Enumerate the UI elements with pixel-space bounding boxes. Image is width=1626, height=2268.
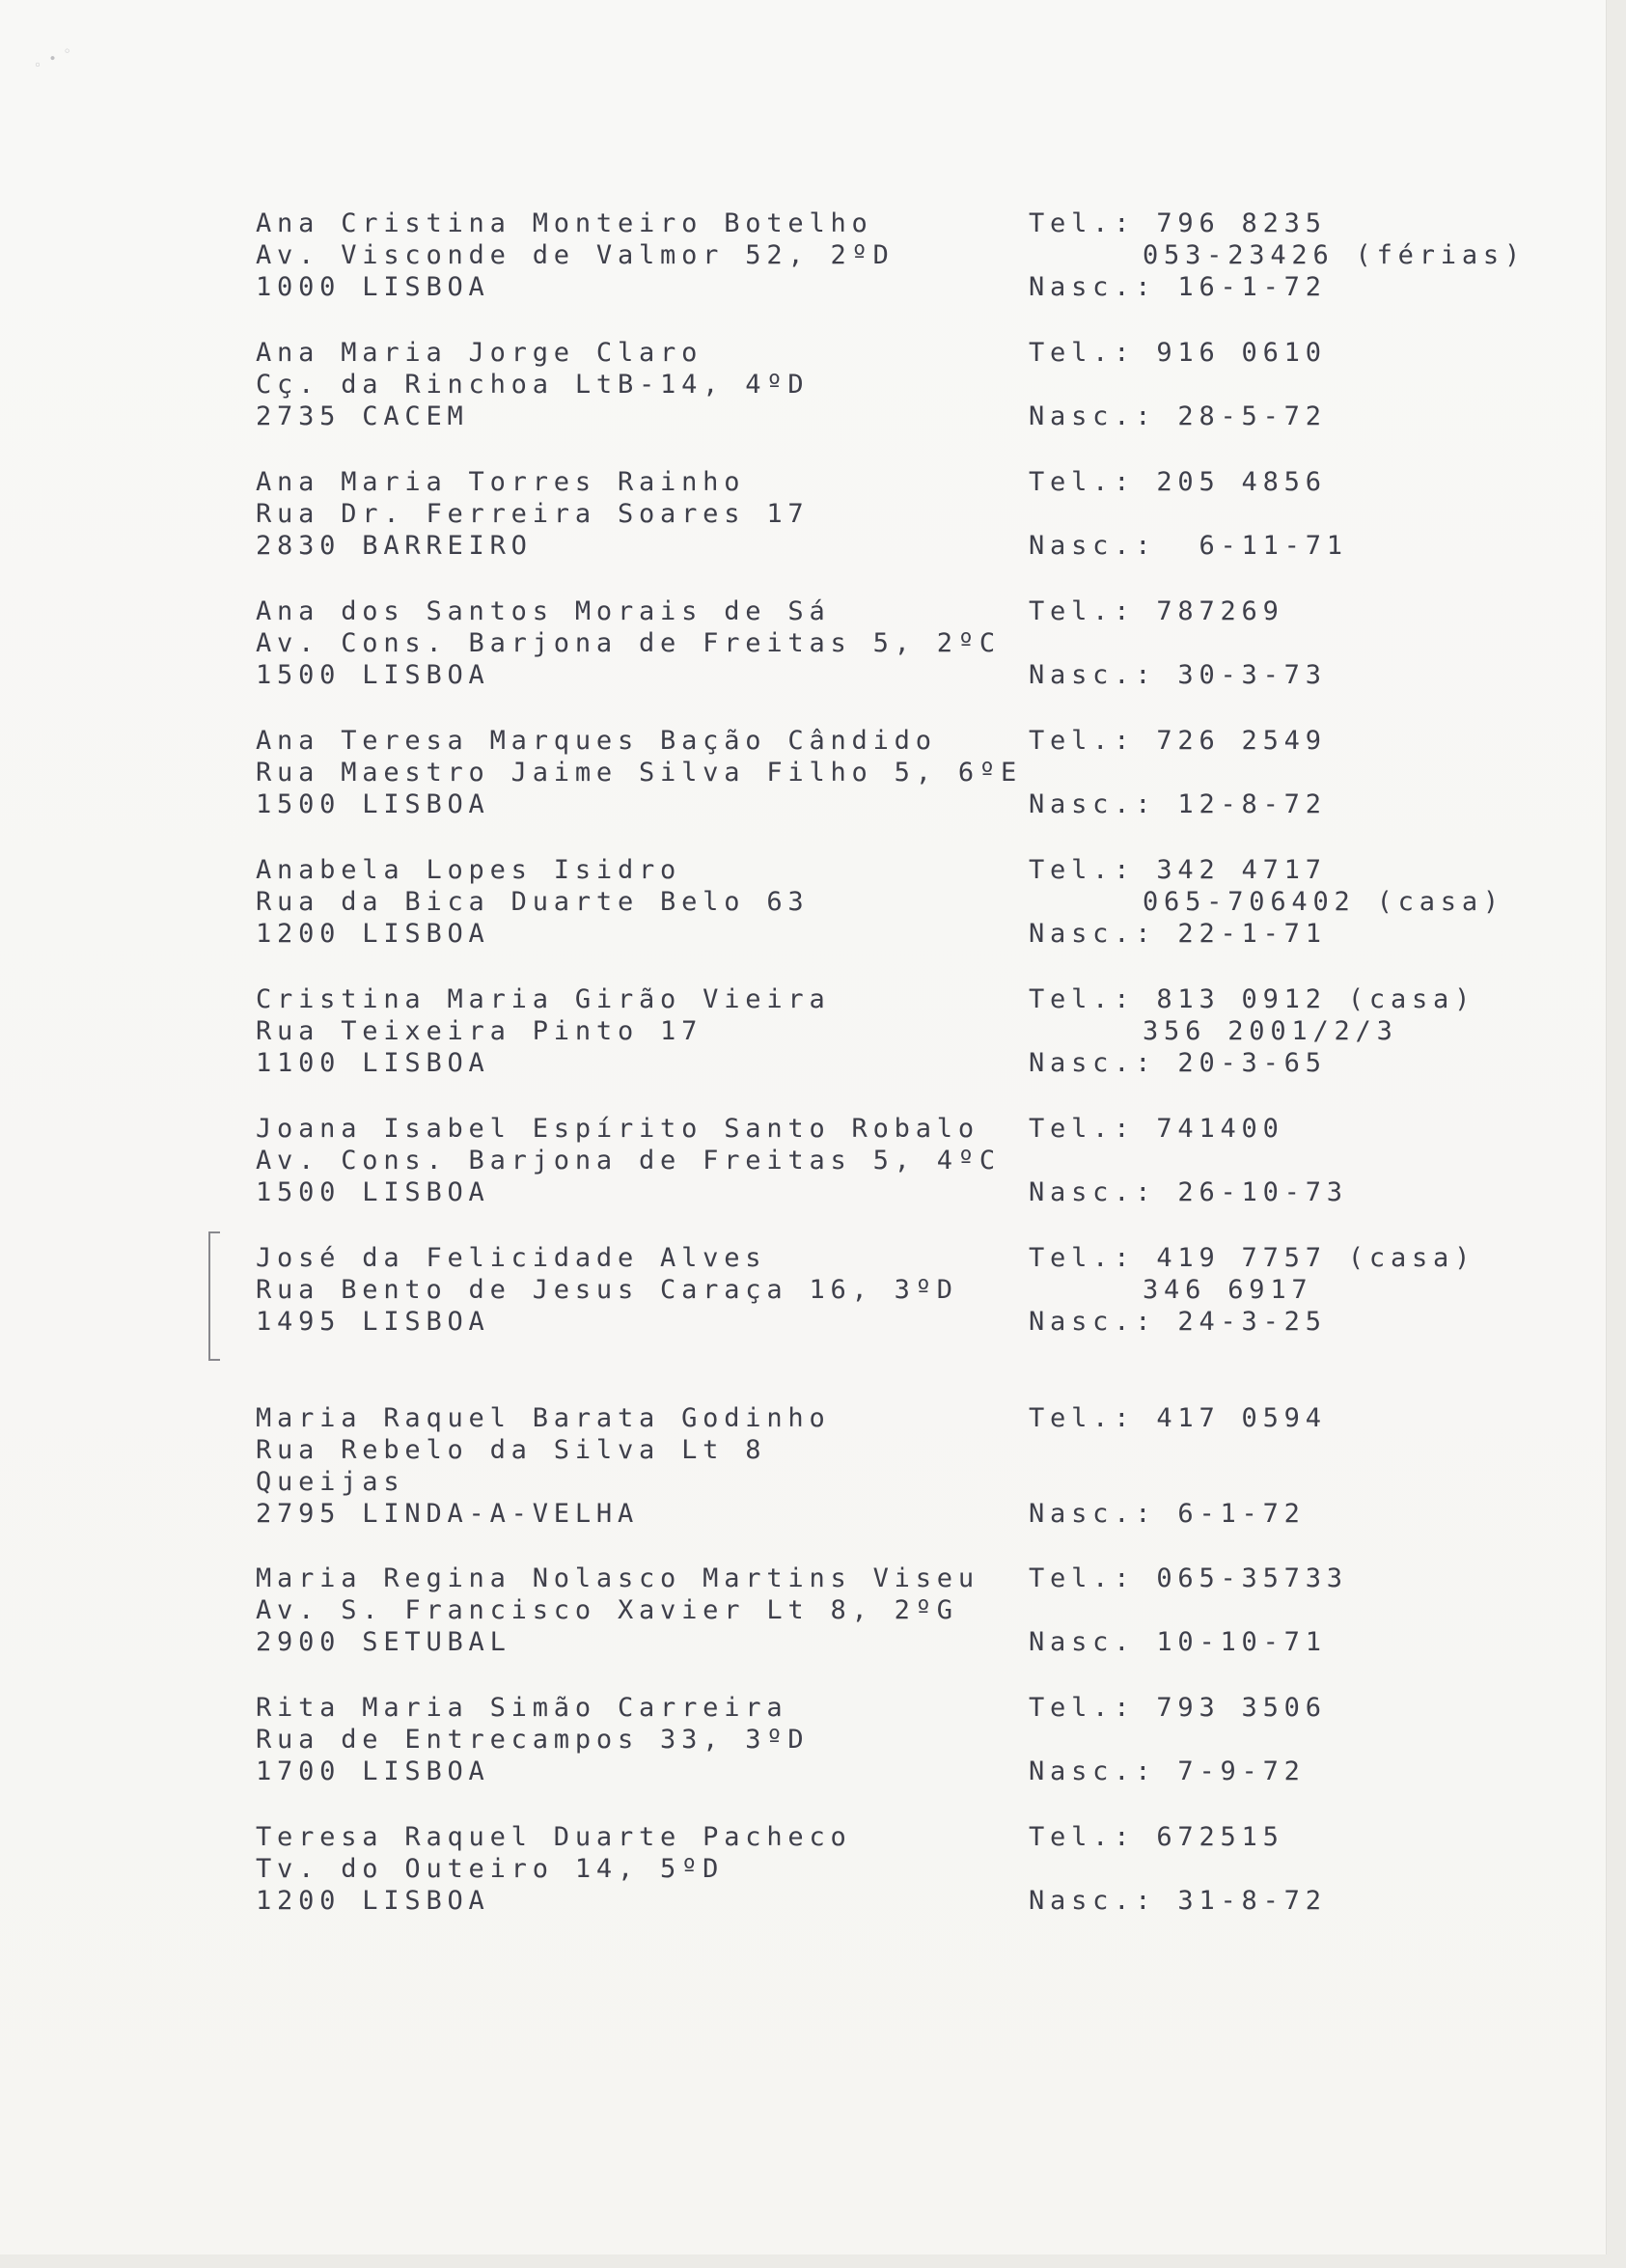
entry-tel: Tel.: 672515	[1029, 1822, 1284, 1852]
entry-name: Anabela Lopes Isidro	[256, 855, 682, 885]
pencil-mark: ◦ ∙ ◦	[31, 42, 75, 75]
entry-birthdate: Nasc.: 6-1-72	[1029, 1499, 1306, 1529]
entry-tel: Tel.: 342 4717	[1029, 855, 1327, 885]
entry-address: Rua Rebelo da Silva Lt 8	[256, 1435, 767, 1465]
entry-city: 1200 LISBOA	[256, 919, 490, 949]
entry-address-line2: Queijas	[256, 1467, 405, 1497]
entry-address: Rua da Bica Duarte Belo 63	[256, 887, 810, 917]
entry-city: 1700 LISBOA	[256, 1756, 490, 1786]
entry-address: Av. S. Francisco Xavier Lt 8, 2ºG	[256, 1595, 958, 1625]
entry-birthdate: Nasc. 10-10-71	[1029, 1627, 1327, 1657]
entry-tel: Tel.: 741400	[1029, 1114, 1284, 1144]
entry-city: 1000 LISBOA	[256, 272, 490, 302]
entry-name: Rita Maria Simão Carreira	[256, 1693, 788, 1723]
entry-name: Maria Raquel Barata Godinho	[256, 1403, 831, 1433]
entry-name: Ana Maria Torres Rainho	[256, 467, 746, 497]
entry-birthdate: Nasc.: 12-8-72	[1029, 789, 1327, 819]
entry-tel: Tel.: 793 3506	[1029, 1693, 1327, 1723]
entry-birthdate: Nasc.: 24-3-25	[1029, 1307, 1327, 1337]
entry-city: 2735 CACEM	[256, 401, 469, 431]
entry-name: Maria Regina Nolasco Martins Viseu	[256, 1563, 979, 1593]
entry-city: 2900 SETUBAL	[256, 1627, 511, 1657]
entry-tel-secondary: 356 2001/2/3	[1143, 1016, 1398, 1046]
entry-name: Ana dos Santos Morais de Sá	[256, 596, 831, 626]
entry-name: Cristina Maria Girão Vieira	[256, 984, 831, 1014]
entry-city: 1495 LISBOA	[256, 1307, 490, 1337]
margin-bracket-mark	[208, 1231, 220, 1361]
entry-birthdate: Nasc.: 16-1-72	[1029, 272, 1327, 302]
entry-tel: Tel.: 813 0912 (casa)	[1029, 984, 1476, 1014]
entry-address: Rua Dr. Ferreira Soares 17	[256, 499, 810, 529]
entry-city: 2795 LINDA-A-VELHA	[256, 1499, 639, 1529]
entry-name: Ana Cristina Monteiro Botelho	[256, 208, 873, 238]
entry-address: Cç. da Rinchoa LtB-14, 4ºD	[256, 370, 810, 400]
entry-tel-secondary: 346 6917	[1143, 1275, 1313, 1305]
entry-address: Av. Cons. Barjona de Freitas 5, 4ºC	[256, 1146, 1001, 1175]
entry-address: Av. Cons. Barjona de Freitas 5, 2ºC	[256, 628, 1001, 658]
entry-name: Ana Maria Jorge Claro	[256, 338, 703, 368]
entry-city: 1500 LISBOA	[256, 1177, 490, 1207]
entry-address: Av. Visconde de Valmor 52, 2ºD	[256, 240, 895, 270]
entry-tel-secondary: 053-23426 (férias)	[1143, 240, 1526, 270]
entry-name: Ana Teresa Marques Bação Cândido	[256, 726, 937, 756]
paper-edge-right	[1606, 0, 1626, 2268]
entry-birthdate: Nasc.: 30-3-73	[1029, 660, 1327, 690]
entry-tel-secondary: 065-706402 (casa)	[1143, 887, 1504, 917]
entry-tel: Tel.: 916 0610	[1029, 338, 1327, 368]
entry-tel: Tel.: 726 2549	[1029, 726, 1327, 756]
entry-birthdate: Nasc.: 7-9-72	[1029, 1756, 1306, 1786]
entry-city: 1500 LISBOA	[256, 789, 490, 819]
entry-tel: Tel.: 796 8235	[1029, 208, 1327, 238]
entry-birthdate: Nasc.: 31-8-72	[1029, 1886, 1327, 1916]
entry-tel: Tel.: 205 4856	[1029, 467, 1327, 497]
entry-birthdate: Nasc.: 28-5-72	[1029, 401, 1327, 431]
entry-city: 2830 BARREIRO	[256, 531, 533, 561]
entry-name: José da Felicidade Alves	[256, 1243, 767, 1273]
entry-address: Rua Teixeira Pinto 17	[256, 1016, 703, 1046]
entry-address: Rua Bento de Jesus Caraça 16, 3ºD	[256, 1275, 958, 1305]
entry-birthdate: Nasc.: 26-10-73	[1029, 1177, 1348, 1207]
entry-city: 1100 LISBOA	[256, 1048, 490, 1078]
paper-edge-bottom	[0, 2254, 1626, 2268]
entry-city: 1200 LISBOA	[256, 1886, 490, 1916]
entry-name: Joana Isabel Espírito Santo Robalo	[256, 1114, 979, 1144]
entry-birthdate: Nasc.: 6-11-71	[1029, 531, 1348, 561]
entry-address: Rua Maestro Jaime Silva Filho 5, 6ºE	[256, 758, 1022, 788]
entry-address: Tv. do Outeiro 14, 5ºD	[256, 1854, 725, 1884]
entry-tel: Tel.: 787269	[1029, 596, 1284, 626]
entry-city: 1500 LISBOA	[256, 660, 490, 690]
entry-birthdate: Nasc.: 20-3-65	[1029, 1048, 1327, 1078]
entry-address: Rua de Entrecampos 33, 3ºD	[256, 1725, 810, 1755]
entry-tel: Tel.: 065-35733	[1029, 1563, 1348, 1593]
entry-name: Teresa Raquel Duarte Pacheco	[256, 1822, 852, 1852]
entry-tel: Tel.: 417 0594	[1029, 1403, 1327, 1433]
entry-birthdate: Nasc.: 22-1-71	[1029, 919, 1327, 949]
entry-tel: Tel.: 419 7757 (casa)	[1029, 1243, 1476, 1273]
